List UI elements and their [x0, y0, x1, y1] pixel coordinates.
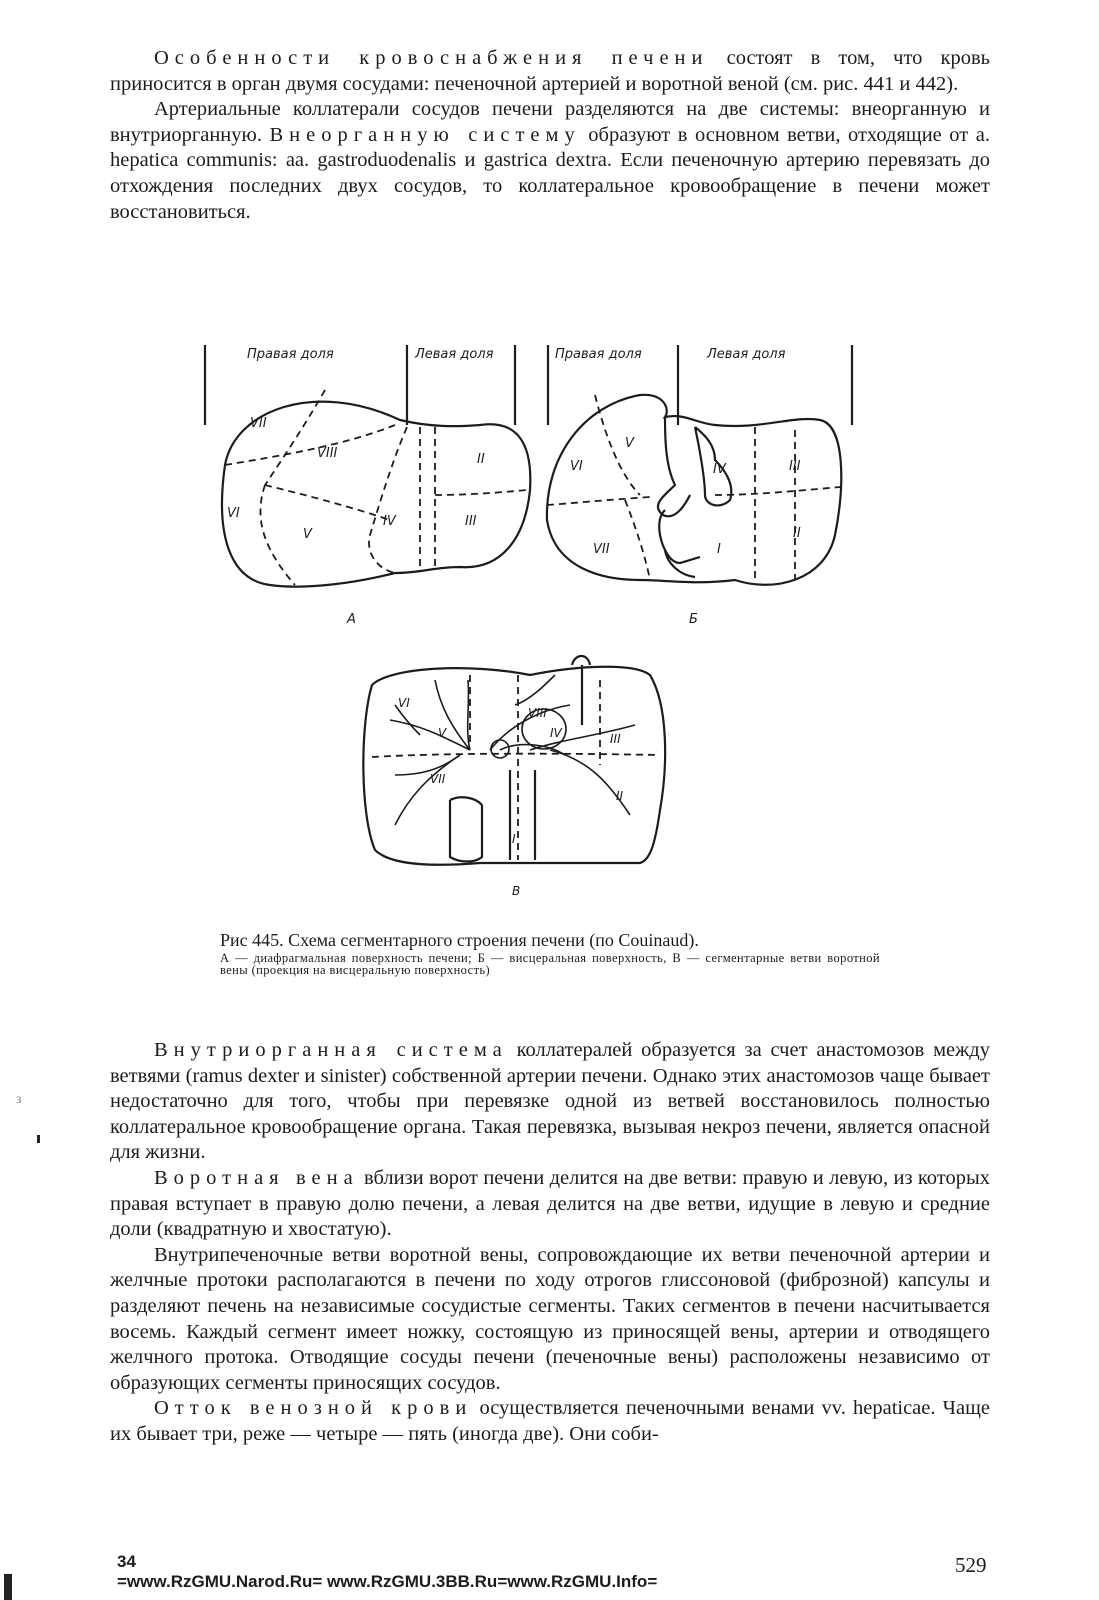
- paragraph-blood-supply: Особенности кровоснабжения печени состоят в том, что кровь приносится в орган двумя сосудами: печеночной артерией и воротной веной (см. рис. 441 и 442).: [110, 47, 990, 95]
- seg-label: VII: [430, 772, 446, 786]
- spaced-term: Внеорганную систему: [269, 123, 581, 146]
- paragraph-collaterals: Артериальные коллатерали сосудов печени разделяются на две системы: внеорганную и внутриорганную. Внеорганную систему образуют в основном ветви, отходящие от a. hepatica communis: aa. gastroduodenalis и gastrica dextra. Если печеночную артерию перевязать до отхождения последних двух сосудов, то коллатеральное кровообращение в печени может восстановиться.: [110, 98, 990, 223]
- b-left-lobe-label: Левая доля: [707, 347, 786, 362]
- seg-label: I: [512, 832, 516, 846]
- bottom-text-block: [110, 1038, 990, 1448]
- seg-label: VI: [398, 696, 410, 710]
- margin-mark: з: [16, 1092, 22, 1107]
- b-right-lobe-label: Правая доля: [555, 347, 642, 362]
- liver-segment-diagrams-ab: [195, 335, 875, 635]
- paragraph-intraorgan: Внутриорганная система коллатералей образуется за счет анастомозов между ветвями (ramus dexter и sinister) собственной артерии печени. Однако этих анастомозов чаще бывает недостаточно для того, чтобы при перевязке одной из ветвей восстановилось полностью коллатеральное кровообращение органа. Такая перевязка, вызывая некроз печени, является опасной для жизни.: [110, 1039, 990, 1164]
- paragraph-portal-vein: Воротная вена вблизи ворот печени делится на две ветви: правую и левую, из которых правая вступает в правую долю печени, а левая делится на две ветви, идущие в левую и средние доли (квадратную и хвостатую).: [110, 1166, 990, 1241]
- seg-label: IV: [550, 726, 562, 740]
- seg-label: I: [717, 542, 721, 557]
- seg-label: VII: [593, 542, 610, 557]
- spaced-term: Внутриорганная система: [154, 1039, 508, 1061]
- left-page-number: 34: [117, 1552, 136, 1571]
- footer-watermark: =www.RzGMU.Narod.Ru= www.RzGMU.3BB.Ru=www.RzGMU.Info=: [117, 1572, 658, 1591]
- seg-label: II: [793, 526, 801, 541]
- seg-label: V: [303, 527, 312, 542]
- seg-label: VII: [250, 416, 267, 431]
- footer-left: [117, 1552, 657, 1592]
- spaced-term: Особенности кровоснабжения печени: [154, 47, 709, 69]
- a-left-lobe-label: Левая доля: [415, 347, 494, 362]
- seg-label: II: [477, 452, 485, 467]
- top-text-block: [110, 46, 990, 225]
- paragraph-venous-outflow: Отток венозной крови осуществляется печеночными венами vv. hepaticae. Чаще их бывает три, реже — четыре — пять (иногда две). Они соби-: [110, 1397, 990, 1445]
- figure-letter-v: В: [512, 884, 521, 898]
- seg-label: VI: [227, 506, 240, 521]
- margin-tick: [37, 1135, 40, 1143]
- figure-caption: [220, 930, 880, 976]
- seg-label: III: [610, 732, 621, 746]
- spaced-term: Отток венозной крови: [154, 1397, 473, 1420]
- seg-label: VIII: [528, 706, 547, 720]
- paragraph-segments: Внутрипеченочные ветви воротной вены, сопровождающие их ветви печеночной артерии и желчные протоки располагаются в печени по ходу отрогов глиссоновой (фиброзной) капсулы и разделяют печень на независимые сосудистые сегменты. Таких сегментов в печени насчитывается восемь. Каждый сегмент имеет ножку, состоящую из приносящей вены, артерии и отводящего желчного протока. Отводящие сосуды печени (печеночные вены) расположены независимо от образующих сегменты приносящих сосудов.: [110, 1243, 990, 1394]
- spaced-term: Воротная вена: [154, 1166, 359, 1189]
- caption-title: Рис 445. Схема сегментарного строения печени (по Couinaud).: [220, 930, 699, 950]
- seg-label: III: [465, 514, 477, 529]
- seg-label: VIII: [317, 446, 338, 461]
- seg-label: III: [789, 459, 801, 474]
- portal-vein-branches-diagram: [350, 645, 690, 900]
- seg-label: II: [616, 789, 624, 803]
- seg-label: V: [625, 436, 634, 451]
- seg-label: IV: [383, 514, 396, 529]
- figure-letter-a: А: [347, 612, 356, 627]
- seg-label: VI: [570, 459, 583, 474]
- seg-label: V: [438, 726, 447, 740]
- seg-label: IV: [713, 462, 726, 477]
- right-page-number: 529: [955, 1553, 987, 1577]
- margin-bar: [4, 1574, 12, 1600]
- figure-letter-b: Б: [689, 612, 698, 627]
- a-right-lobe-label: Правая доля: [247, 347, 334, 362]
- caption-legend: А — диафрагмальная поверхность печени; Б — висцеральная поверхность, В — сегментарные ветви воротной вены (проекция на висцеральную поверхность): [220, 951, 880, 977]
